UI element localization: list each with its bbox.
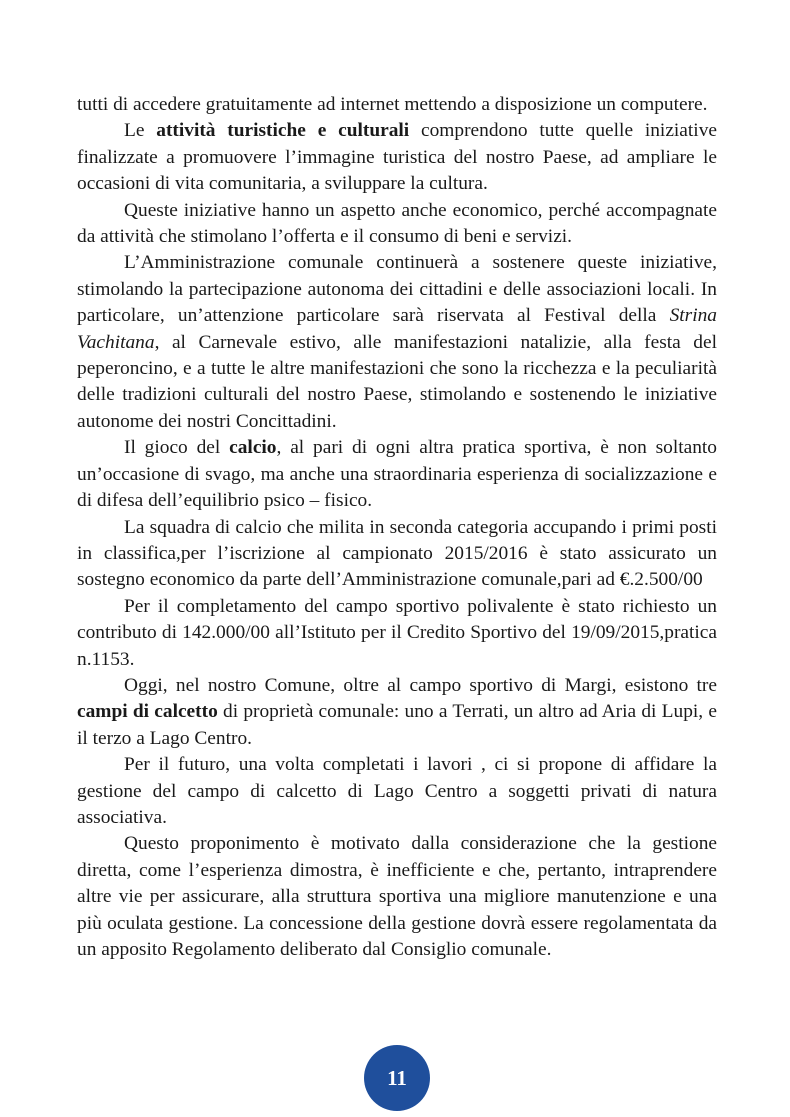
paragraph-text: , al pari di ogni altra pratica sportiva, è non soltanto un’occasione di svago, ma anche una straordinaria esperienza di socializzazione e di difesa dell’equilibrio psico – fisico. (77, 437, 717, 512)
paragraph-text: , al Carnevale estivo, alle manifestazioni natalizie, alla festa del peperoncino, e a tutte le altre manifestazioni che sono la ricchezza e la peculiarità delle tradizioni culturali del nostro Paese, stimolando e sostenendo le iniziative autonome dei nostri Concittadini. (77, 331, 717, 432)
paragraph-text: di proprietà comunale: uno a Terrati, un altro ad Aria di Lupi, e il terzo a Lago Centro. (77, 701, 717, 749)
paragraph-text: L’Amministrazione comunale continuerà a sostenere queste iniziative, stimolando la partecipazione autonoma dei cittadini e delle associazioni locali. In particolare, un’attenzione particolare sarà riservata al Festival della (77, 252, 717, 327)
paragraph (77, 594, 717, 673)
italic-text: Strina Vachitana (77, 305, 717, 353)
paragraph (77, 118, 717, 197)
bold-text: attività turistiche e culturali (156, 120, 410, 142)
paragraph-text: Queste iniziative hanno un aspetto anche economico, perché accompagnate da attività che stimolano l’offerta e il consumo di beni e servizi. (77, 199, 717, 248)
paragraph-text: Per il futuro, una volta completati i lavori , ci si propone di affidare la gestione del campo di calcetto di Lago Centro a soggetti privati di natura associativa. (77, 754, 717, 828)
bold-text: calcio (229, 437, 277, 459)
page-number-badge (364, 1045, 430, 1111)
paragraph-text: tutti di accedere gratuitamente ad internet mettendo a disposizione un computere. (77, 94, 708, 115)
paragraph (77, 673, 717, 752)
paragraph (77, 435, 717, 514)
paragraph-text: Oggi, nel nostro Comune, oltre al campo sportivo di Margi, esistono tre (124, 674, 717, 696)
paragraph (77, 752, 717, 831)
paragraph (77, 831, 717, 963)
paragraph (77, 250, 717, 435)
bold-text: campi di calcetto (77, 701, 218, 723)
paragraph-text: La squadra di calcio che milita in seconda categoria accupando i primi posti in classifica,per l’iscrizione al campionato 2015/2016 è stato assicurato un sostegno economico da parte dell’Amministrazione comunale,pari ad €.2.500/00 (77, 516, 717, 591)
paragraph (77, 92, 717, 118)
paragraph (77, 198, 717, 251)
paragraph-text: comprendono tutte quelle iniziative finalizzate a promuovere l’immagine turistica del nostro Paese, ad ampliare le occasioni di vita comunitaria, a sviluppare la cultura. (77, 120, 717, 195)
body-text (77, 92, 717, 963)
paragraph-text: Le (124, 120, 157, 142)
paragraph (77, 515, 717, 594)
page-number: 11 (387, 1065, 407, 1090)
paragraph-text: Questo proponimento è motivato dalla considerazione che la gestione diretta, come l’esperienza dimostra, è inefficiente e che, pertanto, intraprendere altre vie per assicurare, alla struttura sportiva una migliore manutenzione e una più oculata gestione. La concessione della gestione dovrà essere regolamentata da un apposito Regolamento deliberato dal Consiglio comunale. (77, 833, 717, 960)
paragraph-text: Il gioco del (124, 437, 230, 459)
paragraph-text: Per il completamento del campo sportivo polivalente è stato richiesto un contributo di 142.000/00 all’Istituto per il Credito Sportivo del 19/09/2015,pratica n.1153. (77, 595, 717, 670)
